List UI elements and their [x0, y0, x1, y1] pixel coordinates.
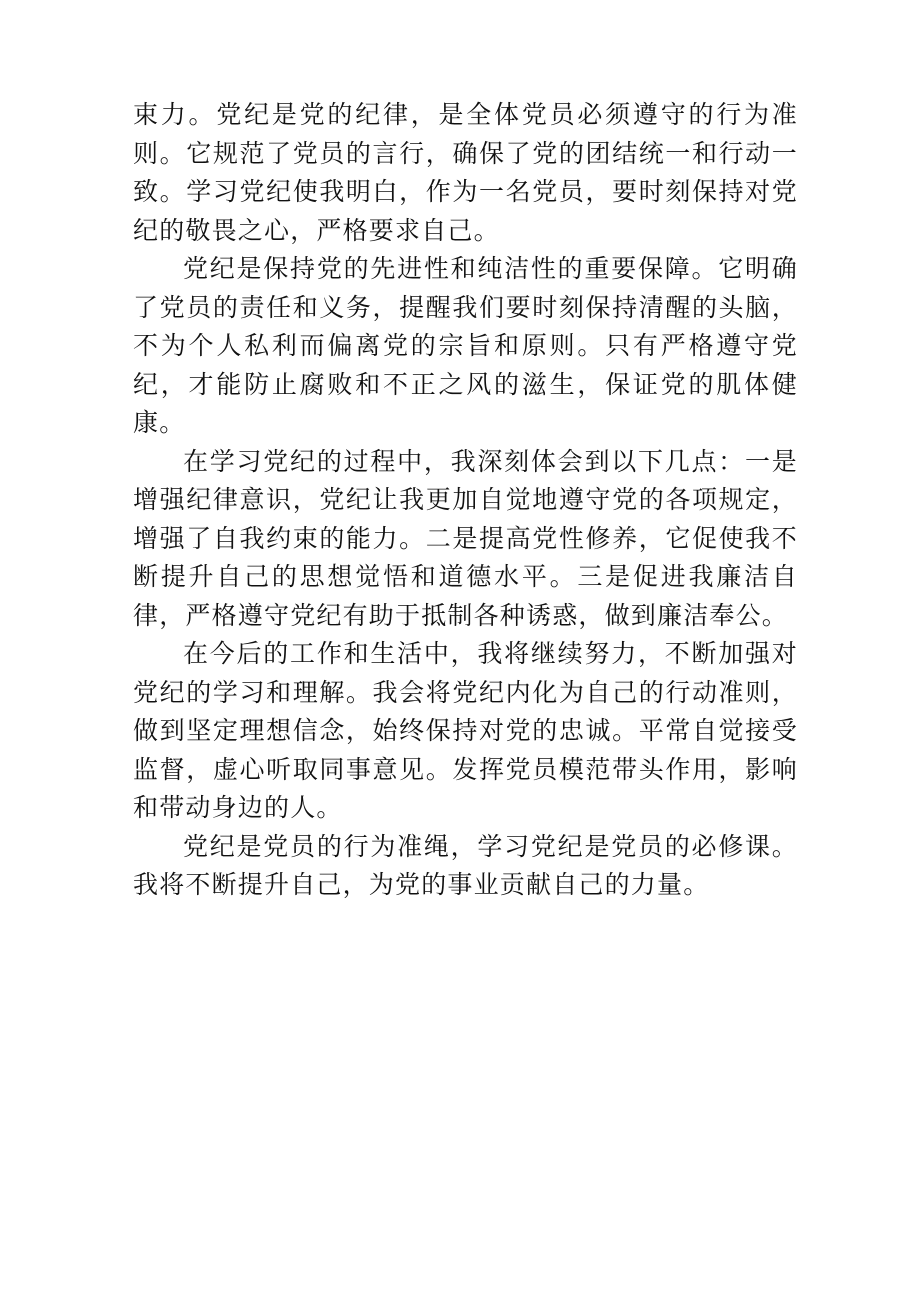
paragraph: 党纪是保持党的先进性和纯洁性的重要保障。它明确了党员的责任和义务，提醒我们要时刻保持清醒的头脑，不为个人私利而偏离党的宗旨和原则。只有严格遵守党纪，才能防止腐败和不正之风的滋生，保证党的肌体健康。 [133, 254, 798, 437]
paragraph: 在学习党纪的过程中，我深刻体会到以下几点：一是增强纪律意识，党纪让我更加自觉地遵守党的各项规定，增强了自我约束的能力。二是提高党性修养，它促使我不断提升自己的思想觉悟和道德水平。三是促进我廉洁自律，严格遵守党纪有助于抵制各种诱惑，做到廉洁奉公。 [133, 446, 798, 630]
paragraph: 在今后的工作和生活中，我将继续努力，不断加强对党纪的学习和理解。我会将党纪内化为自己的行动准则，做到坚定理想信念，始终保持对党的忠诚。平常自觉接受监督，虚心听取同事意见。发挥党员模范带头作用，影响和带动身边的人。 [133, 639, 798, 822]
document-body [133, 96, 798, 905]
paragraph: 党纪是党员的行为准绳，学习党纪是党员的必修课。我将不断提升自己，为党的事业贡献自己的力量。 [133, 831, 798, 899]
paragraph-continuation: 束力。党纪是党的纪律，是全体党员必须遵守的行为准则。它规范了党员的言行，确保了党的团结统一和行动一致。学习党纪使我明白，作为一名党员，要时刻保持对党纪的敬畏之心，严格要求自己。 [133, 100, 798, 245]
